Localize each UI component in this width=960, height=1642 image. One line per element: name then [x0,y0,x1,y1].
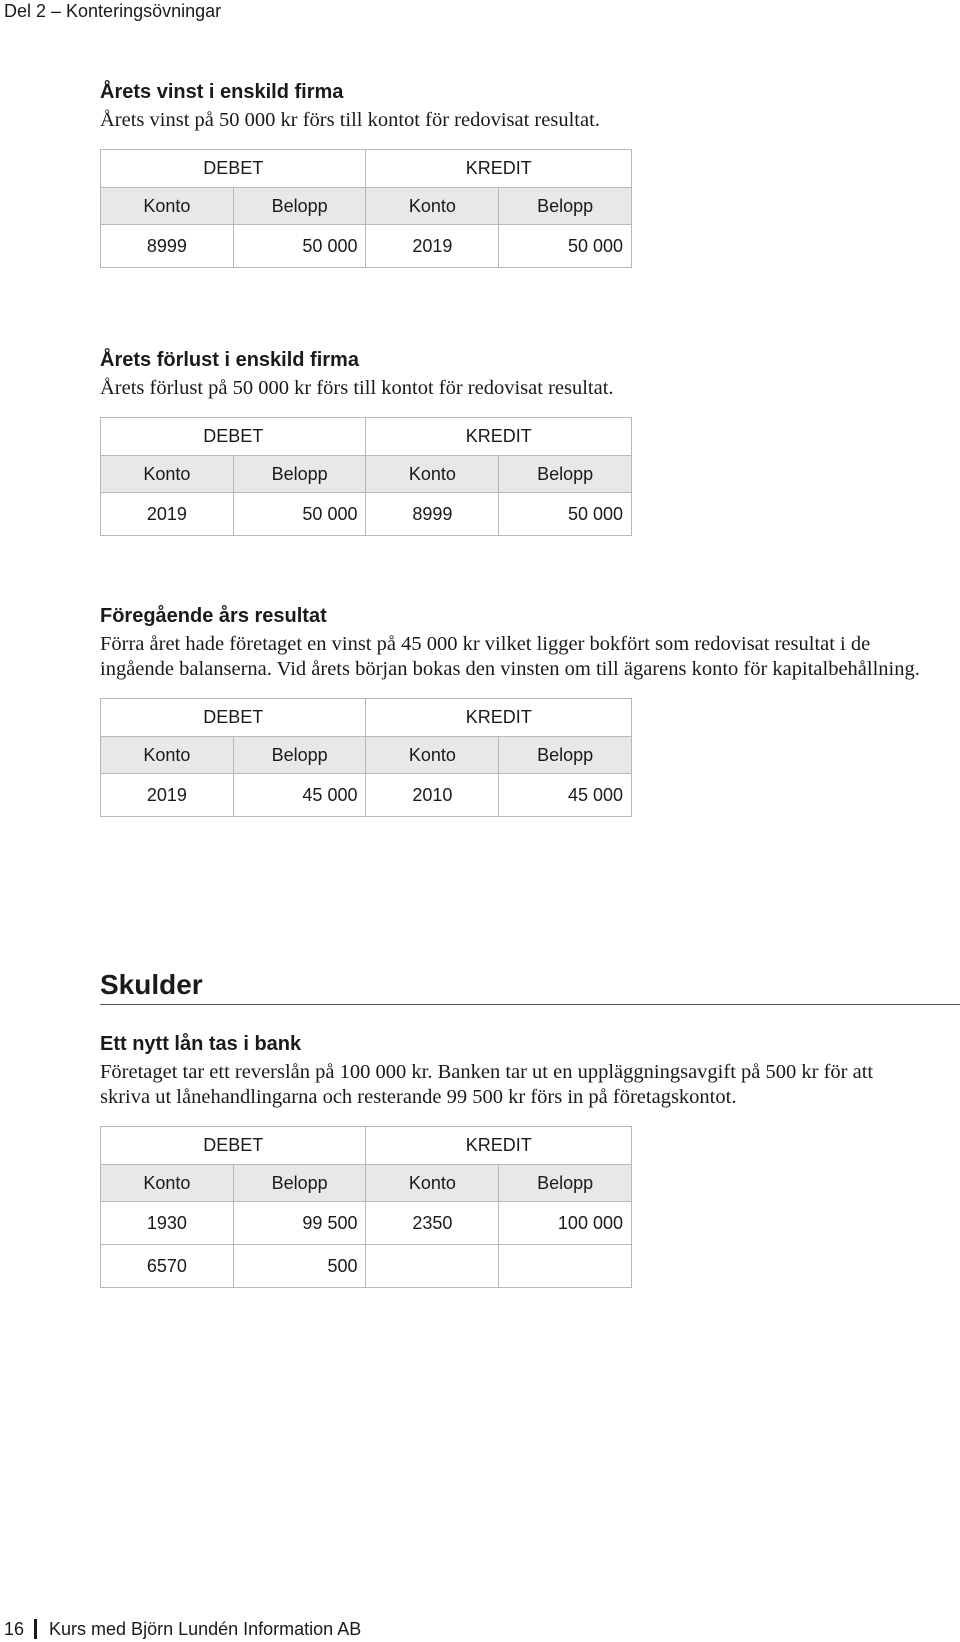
kredit-header: KREDIT [366,150,632,188]
section-nytt-lan [100,1032,960,1288]
debet-konto: 2019 [101,493,234,536]
page-number: 16 [4,1619,25,1639]
col-konto: Konto [101,1165,234,1202]
col-konto: Konto [366,1165,499,1202]
debet-header: DEBET [101,150,366,188]
kredit-belopp: 50 000 [499,225,632,268]
col-belopp: Belopp [499,1165,632,1202]
kredit-konto: 2010 [366,774,499,817]
col-konto: Konto [101,737,234,774]
kredit-header: KREDIT [366,699,632,737]
col-konto: Konto [366,737,499,774]
debet-header: DEBET [101,1127,366,1165]
debet-header: DEBET [101,699,366,737]
debet-belopp: 50 000 [233,225,366,268]
kredit-header: KREDIT [366,1127,632,1165]
section-title: Årets vinst i enskild firma [100,81,344,103]
section-arets-forlust [100,348,960,536]
publisher-name: Kurs med Björn Lundén Information AB [49,1619,362,1639]
ledger-table [100,149,632,268]
section-title: Årets förlust i enskild firma [100,349,359,371]
col-konto: Konto [366,456,499,493]
section-text: Företaget tar ett reverslån på 100 000 kr. Banken tar ut en uppläggningsavgift på 500 kr för att skriva ut lånehandlingarna och resterande 99 500 kr förs in på företagskontot. [100,1061,874,1108]
col-konto: Konto [366,188,499,225]
debet-konto: 2019 [101,774,234,817]
kredit-belopp: 50 000 [499,493,632,536]
section-text: Årets vinst på 50 000 kr förs till kontot för redovisat resultat. [100,109,600,131]
table-row [101,774,632,817]
debet-header: DEBET [101,418,366,456]
debet-belopp: 99 500 [233,1202,366,1245]
running-head: Del 2 – Konteringsövningar [4,1,222,21]
ledger-table [100,1126,632,1288]
kredit-belopp [499,1245,632,1288]
col-belopp: Belopp [499,188,632,225]
table-row [101,493,632,536]
debet-konto: 1930 [101,1202,234,1245]
debet-belopp: 45 000 [233,774,366,817]
col-belopp: Belopp [499,456,632,493]
kredit-konto [366,1245,499,1288]
col-belopp: Belopp [233,737,366,774]
kredit-konto: 2019 [366,225,499,268]
footer-separator [34,1619,37,1639]
ledger-table [100,417,632,536]
kredit-header: KREDIT [366,418,632,456]
table-row [101,1202,632,1245]
section-text: Förra året hade företaget en vinst på 45 000 kr vilket ligger bokfört som redovisat resultat i de ingående balanserna. Vid årets början bokas den vinsten om till ägarens konto för kapitalbehållning. [100,633,920,680]
debet-belopp: 500 [233,1245,366,1288]
section-text: Årets förlust på 50 000 kr förs till kontot för redovisat resultat. [100,377,614,399]
debet-belopp: 50 000 [233,493,366,536]
kredit-konto: 2350 [366,1202,499,1245]
debet-konto: 6570 [101,1245,234,1288]
section-arets-vinst [100,80,960,268]
section-title: Ett nytt lån tas i bank [100,1033,302,1055]
table-row [101,225,632,268]
col-belopp: Belopp [499,737,632,774]
col-konto: Konto [101,188,234,225]
section-foregaende-ars-resultat [100,604,960,817]
col-belopp: Belopp [233,188,366,225]
table-row [101,1245,632,1288]
ledger-table [100,698,632,817]
col-konto: Konto [101,456,234,493]
col-belopp: Belopp [233,456,366,493]
chapter-heading: Skulder [100,968,960,1005]
kredit-belopp: 100 000 [499,1202,632,1245]
section-title: Föregående års resultat [100,605,327,627]
kredit-belopp: 45 000 [499,774,632,817]
debet-konto: 8999 [101,225,234,268]
page-footer [4,1618,361,1640]
col-belopp: Belopp [233,1165,366,1202]
kredit-konto: 8999 [366,493,499,536]
